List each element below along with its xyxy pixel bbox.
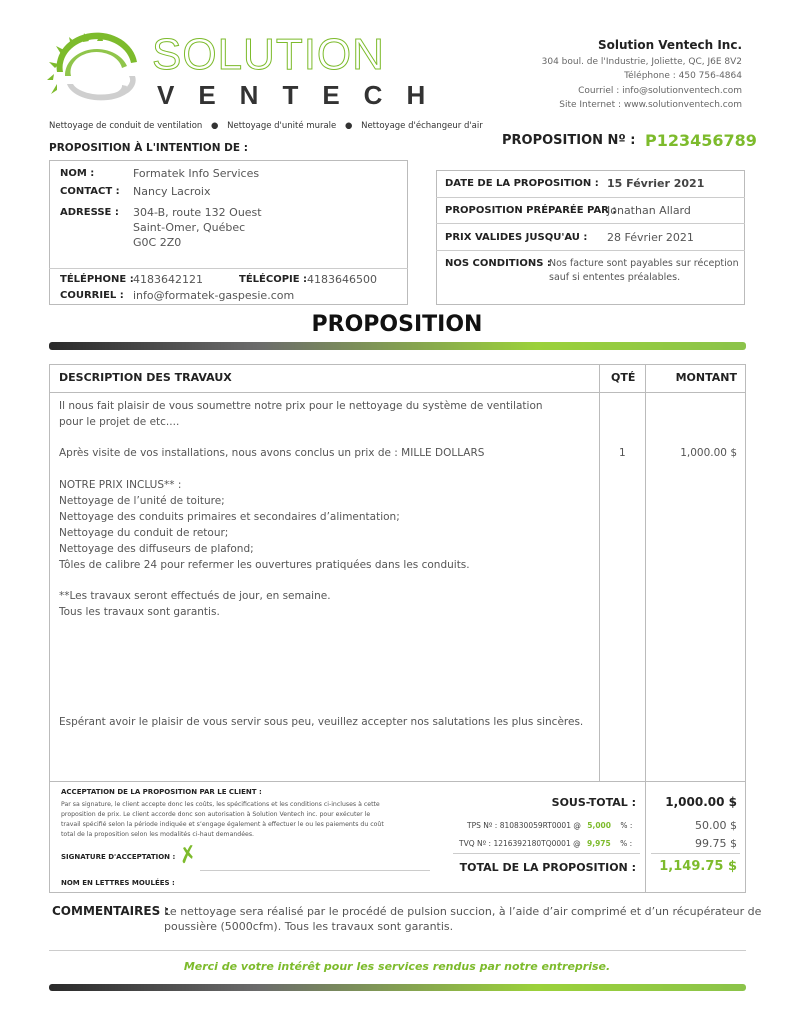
valid-until: 28 Février 2021	[607, 231, 694, 244]
description-line: Nettoyage de l’unité de toiture;	[59, 495, 225, 507]
comments-label: COMMENTAIRES :	[52, 904, 170, 918]
description-line: Espérant avoir le plaisir de vous servir sous peu, veuillez accepter nos salutations les plus sincères.	[59, 716, 584, 728]
company-address: 304 boul. de l'Industrie, Joliette, QC, J6E 8V2	[541, 57, 742, 67]
logo-wordmark-ventech: VENTECH	[157, 80, 450, 110]
client-address-line: 304-B, route 132 Ouest	[133, 206, 262, 219]
logo-swirl-icon	[47, 32, 147, 112]
acceptance-text-line: travail spécifié selon la période indiquée et s’engage également à effectuer le ou les paiements du coût	[61, 821, 384, 828]
subtotal-label: SOUS-TOTAL :	[551, 796, 636, 809]
tps-row	[467, 821, 632, 830]
divider	[49, 268, 408, 269]
proposal-number-label: PROPOSITION Nº :	[502, 133, 636, 148]
page-title: PROPOSITION	[311, 312, 483, 337]
item-amount: 1,000.00 $	[680, 447, 737, 459]
acceptance-text-line: proposition de prix. Le client accorde donc son autorisation à Solution Ventech inc. pour exécuter le	[61, 811, 371, 818]
tps-percent: % :	[620, 821, 633, 830]
signature-label: SIGNATURE D'ACCEPTATION :	[61, 853, 176, 861]
acceptance-text-line: Par sa signature, le client accepte donc les coûts, les spécifications et les conditions ci-incluses à cette	[61, 801, 380, 808]
printed-name-label: NOM EN LETTRES MOULÉES :	[61, 879, 175, 887]
tps-rate: 5,000	[587, 821, 611, 830]
conditions-line: sauf si ententes préalables.	[549, 272, 681, 283]
tvq-row	[459, 839, 632, 848]
client-phone-label: TÉLÉPHONE :	[60, 274, 134, 285]
header-description: DESCRIPTION DES TRAVAUX	[59, 371, 232, 384]
client-fax: 4183646500	[307, 273, 377, 286]
description-line: Nettoyage des diffuseurs de plafond;	[59, 543, 254, 555]
conditions-label: NOS CONDITIONS :	[445, 258, 551, 269]
tvq-label: TVQ Nº : 1216392180TQ0001 @	[459, 839, 581, 848]
intention-title: PROPOSITION À L'INTENTION DE :	[49, 142, 248, 154]
client-address-line: Saint-Omer, Québec	[133, 221, 246, 234]
total-value: 1,149.75 $	[659, 859, 737, 874]
comment-line: Le nettoyage sera réalisé par le procédé de pulsion succion, à l’aide d’air comprimé et d’un récupérateur de	[164, 905, 762, 918]
tps-label: TPS Nº : 810830059RT0001 @	[467, 821, 581, 830]
client-address-line: G0C 2Z0	[133, 236, 182, 249]
tvq-rate: 9,975	[587, 839, 611, 848]
thank-you-message: Merci de votre intérêt pour les services rendus par notre entreprise.	[183, 960, 611, 973]
description-line: Tous les travaux sont garantis.	[59, 606, 220, 618]
valid-until-label: PRIX VALIDES JUSQU'AU :	[445, 232, 588, 243]
tvq-percent: % :	[620, 839, 633, 848]
description-line: Il nous fait plaisir de vous soumettre notre prix pour le nettoyage du système de ventilation	[59, 400, 543, 412]
client-contact-label: CONTACT :	[60, 186, 120, 197]
subtotal-value: 1,000.00 $	[665, 795, 737, 809]
header-qty: QTÉ	[611, 371, 636, 384]
divider	[651, 853, 740, 854]
signature-line[interactable]	[200, 870, 430, 871]
client-fax-label: TÉLÉCOPIE :	[239, 274, 308, 285]
description-line: Après visite de vos installations, nous avons conclus un prix de : MILLE DOLLARS	[59, 447, 485, 459]
client-name-label: NOM :	[60, 168, 95, 179]
company-email: Courriel : info@solutionventech.com	[578, 86, 742, 96]
description-line: **Les travaux seront effectués de jour, en semaine.	[59, 590, 331, 602]
description-line: Tôles de calibre 24 pour refermer les ouvertures pratiquées dans les conduits.	[59, 559, 470, 571]
description-line: Nettoyage des conduits primaires et secondaires d’alimentation;	[59, 511, 400, 523]
decorative-bar	[49, 342, 746, 350]
table-header-divider	[49, 392, 746, 393]
client-address-label: ADRESSE :	[60, 207, 119, 218]
divider	[453, 853, 640, 854]
decorative-bar	[49, 984, 746, 991]
divider	[436, 223, 745, 224]
company-logo	[47, 30, 450, 110]
services-list: Nettoyage de conduit de ventilation ● Nettoyage d'unité murale ● Nettoyage d'échangeur d'air	[49, 121, 483, 131]
acceptance-title: ACCEPTATION DE LA PROPOSITION PAR LE CLIENT :	[61, 788, 262, 796]
logo-wordmark-solution: SOLUTION	[152, 30, 385, 79]
service-item: Nettoyage d'unité murale	[227, 121, 337, 131]
company-website: Site Internet : www.solutionventech.com	[559, 100, 742, 110]
acceptance-text-line: total de la proposition selon les modalités ci-haut demandées.	[61, 831, 255, 838]
divider	[436, 197, 745, 198]
header-amount: MONTANT	[675, 371, 737, 384]
client-email: info@formatek-gaspesie.com	[133, 289, 295, 302]
divider	[49, 950, 746, 951]
company-phone: Téléphone : 450 756-4864	[624, 71, 742, 81]
conditions-line: Nos facture sont payables sur réception	[549, 258, 739, 269]
prepared-by: Jonathan Allard	[607, 204, 691, 217]
comment-line: poussière (5000cfm). Tous les travaux sont garantis.	[164, 920, 454, 933]
company-name: Solution Ventech Inc.	[597, 38, 742, 52]
description-line: Nettoyage du conduit de retour;	[59, 527, 229, 539]
signature-x-mark-icon[interactable]: ✗	[176, 841, 200, 870]
client-email-label: COURRIEL :	[60, 290, 124, 301]
client-phone: 4183642121	[133, 273, 203, 286]
total-label: TOTAL DE LA PROPOSITION :	[459, 861, 636, 874]
description-line: pour le projet de etc....	[59, 416, 180, 428]
prepared-by-label: PROPOSITION PRÉPARÉE PAR :	[445, 205, 617, 216]
tvq-value: 99.75 $	[695, 837, 737, 850]
item-qty: 1	[619, 447, 626, 459]
tps-value: 50.00 $	[695, 819, 737, 832]
client-name: Formatek Info Services	[133, 167, 260, 180]
date-label: DATE DE LA PROPOSITION :	[445, 178, 599, 189]
service-item: Nettoyage de conduit de ventilation	[49, 121, 203, 131]
column-divider	[599, 364, 600, 782]
description-line: NOTRE PRIX INCLUS** :	[59, 479, 182, 491]
proposal-number-value: P123456789	[645, 131, 757, 150]
service-item: Nettoyage d'échangeur d'air	[361, 121, 483, 131]
divider	[436, 250, 745, 251]
client-contact: Nancy Lacroix	[133, 185, 211, 198]
proposal-date: 15 Février 2021	[607, 177, 705, 190]
